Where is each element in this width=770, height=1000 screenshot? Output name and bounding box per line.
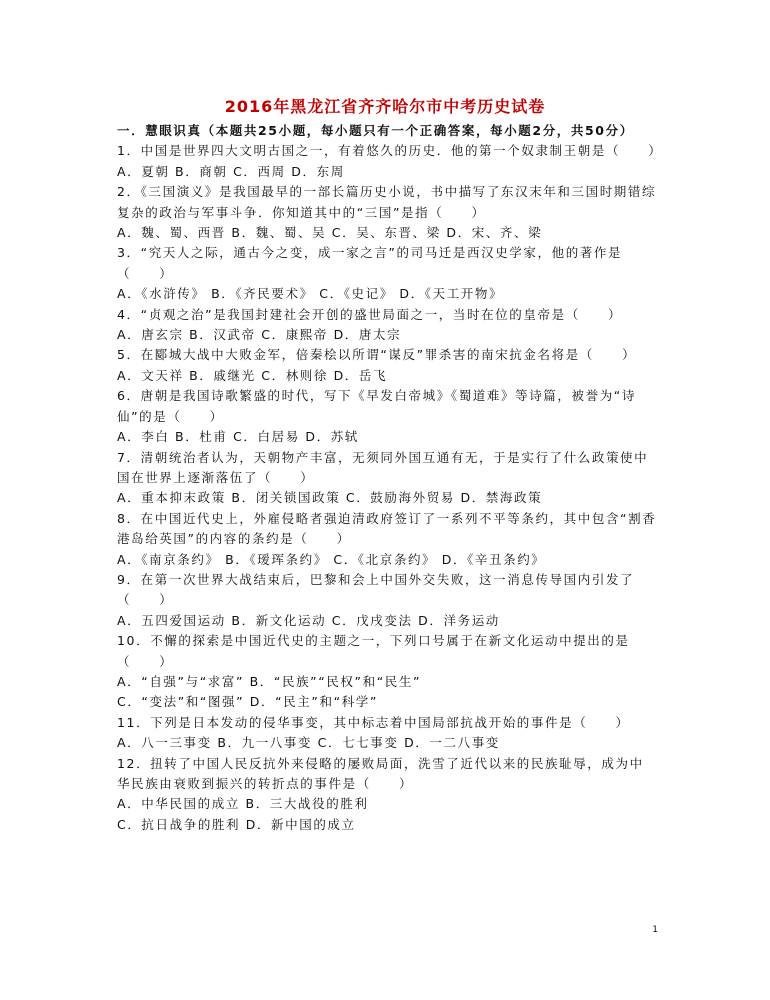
answer-options: A．中华民国的成立 B．三大战役的胜利: [117, 796, 369, 812]
answer-options: A．李白 B．杜甫 C．白居易 D．苏轼: [117, 429, 359, 445]
question-stem: 6．唐朝是我国诗歌繁盛的时代，写下《早发白帝城》《蜀道难》等诗篇，被誉为“诗仙”的是（ ）: [117, 388, 636, 424]
answer-options: A．《南京条约》 B．《瑷珲条约》 C．《北京条约》 D．《辛丑条约》: [117, 551, 546, 567]
answer-options: A．八一三事变 B．九一八事变 C．七七事变 D．一二八事变: [117, 735, 500, 751]
question-stem: 5．在郾城大战中大败金军，倍秦桧以所谓“谋反”罪杀害的南宋抗金名将是（ ）: [117, 347, 637, 363]
question-stem: 2．《三国演义》是我国最早的一部长篇历史小说，书中描写了东汉末年和三国时期错综复杂的政治与军事斗争．你知道其中的“三国”是指（ ）: [117, 184, 657, 220]
exam-content: [117, 121, 663, 835]
question-stem: 4．“贞观之治”是我国封建社会开创的盛世局面之一，当时在位的皇帝是（ ）: [117, 306, 623, 322]
answer-options: A．文天祥 B．戚继光 C．林则徐 D．岳飞: [117, 367, 388, 383]
question-list: [117, 141, 663, 835]
answer-options: A．夏朝 B．商朝 C．西周 D．东周: [117, 163, 345, 179]
question-11: [117, 713, 657, 754]
question-9: [117, 570, 657, 631]
answer-options: A．五四爱国运动 B．新文化运动 C．戊戌变法 D．洋务运动: [117, 612, 500, 628]
question-stem: 11．下列是日本发动的侵华事变，其中标志着中国局部抗战开始的事件是（ ）: [117, 714, 630, 730]
page-title: 2016年黑龙江省齐齐哈尔市中考历史试卷: [224, 97, 546, 116]
question-10: [117, 631, 657, 713]
answer-options: A．唐玄宗 B．汉武帝 C．康熙帝 D．唐太宗: [117, 327, 402, 343]
answer-options: C．“变法”和“图强” D．“民主”和“科学”: [117, 694, 378, 710]
question-3: [117, 243, 657, 304]
question-12: [117, 754, 657, 836]
page-number: 1: [652, 925, 658, 935]
question-stem: 9．在第一次世界大战结束后，巴黎和会上中国外交失败，这一消息传导国内引发了（ ）: [117, 571, 635, 608]
question-1: [117, 141, 663, 182]
question-stem: 8．在中国近代史上，外雇侵略者强迫清政府签订了一系列不平等条约，其中包含“割香港岛给英国”的内容的条约是（ ）: [117, 510, 657, 547]
section-heading: 一．慧眼识真（本题共25小题，每小题只有一个正确答案，每小题2分，共50分）: [117, 123, 634, 138]
question-5: [117, 345, 657, 386]
answer-options: C．抗日战争的胜利 D．新中国的成立: [117, 816, 356, 832]
answer-options: A．魏、蜀、西晋 B．魏、蜀、吴 C．吴、东晋、梁 D．宋、齐、梁: [117, 225, 543, 241]
question-stem: 12．扭转了中国人民反抗外来侵略的屡败局面，洗雪了近代以来的民族耻辱，成为中华民族由衰败到振兴的转折点的事件是（ ）: [117, 755, 644, 791]
answer-options: A．《水浒传》 B．《齐民要术》 C．《史记》 D．《天工开物》: [117, 286, 504, 302]
question-4: [117, 305, 657, 346]
question-7: [117, 448, 657, 509]
question-8: [117, 509, 657, 570]
question-stem: 1．中国是世界四大文明古国之一，有着悠久的历史．他的第一个奴隶制王朝是（ ）: [117, 143, 663, 159]
question-6: [117, 386, 657, 447]
question-stem: 3．“究天人之际，通古今之变，成一家之言”的司马迁是西汉史学家，他的著作是（ ）: [117, 245, 623, 281]
question-stem: 10．不懈的探索是中国近代史的主题之一，下列口号属于在新文化运动中提出的是（ ）: [117, 633, 630, 669]
question-2: [117, 182, 657, 243]
question-stem: 7．清朝统治者认为，天朝物产丰富，无须同外国互通有无，于是实行了什么政策使中国在世界上逐渐落伍了（ ）: [117, 449, 649, 485]
answer-options: A．重本抑末政策 B．闭关锁国政策 C．鼓励海外贸易 D．禁海政策: [117, 490, 543, 506]
answer-options: A．“自强”与“求富” B．“民族”“民权”和“民生”: [117, 673, 422, 689]
